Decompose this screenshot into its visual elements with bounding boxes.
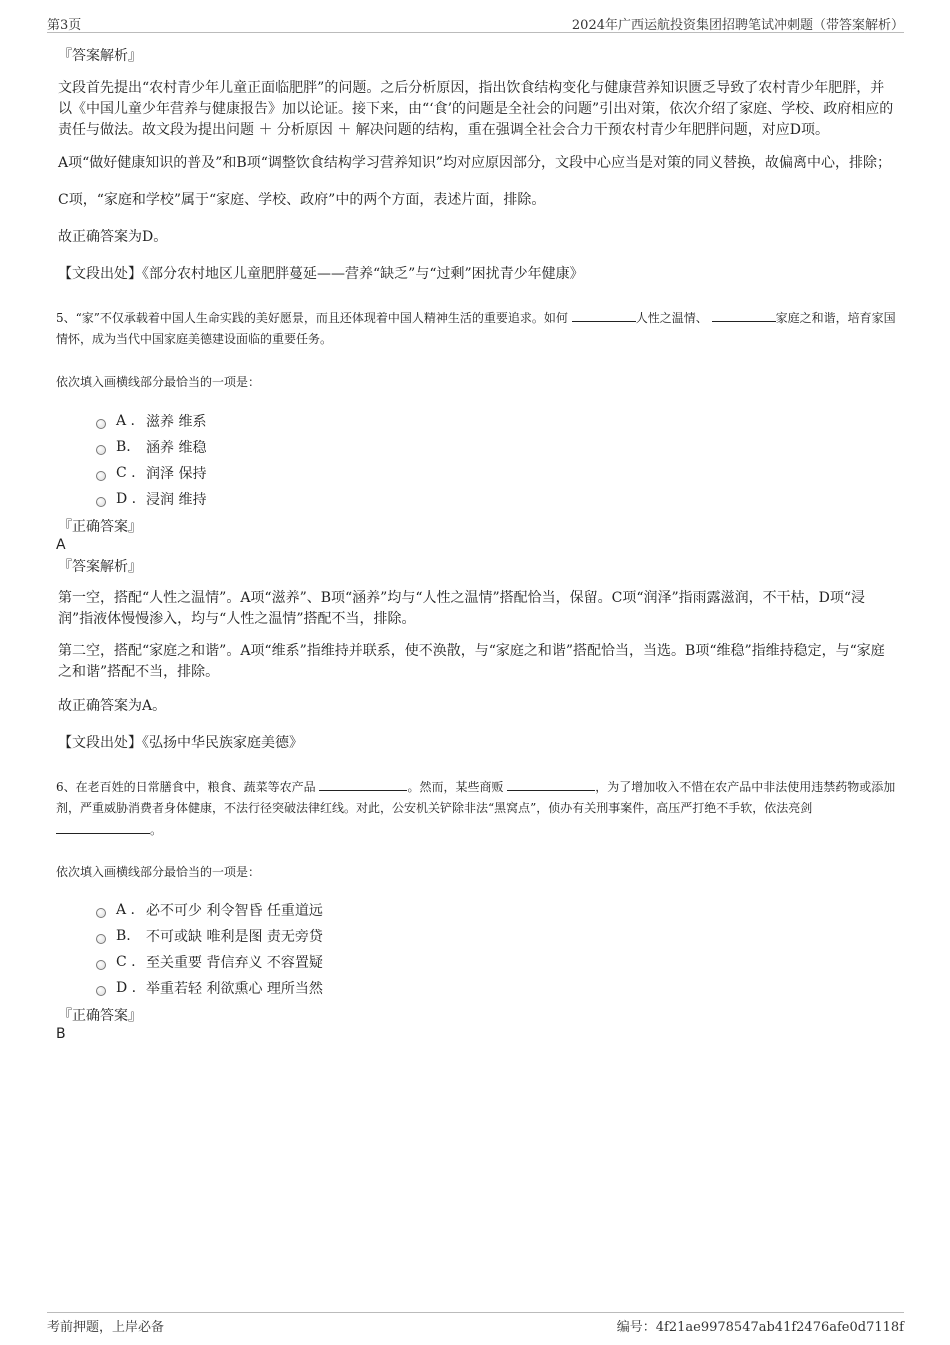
radio-button-icon[interactable] <box>96 497 106 507</box>
q4-analysis-label: 『答案解析』 <box>58 48 142 64</box>
q4-analysis-paragraph: 文段首先提出“农村青少年儿童正面临肥胖”的问题。之后分析原因，指出饮食结构变化与健康营养知识匮乏导致了农村青少年肥胖，并以《中国儿童少年营养与健康报告》加以论证。接下来，由“‘食’的问题是全社会的问题”引出对策，依次介绍了家庭、学校、政府相应的责任与做法。故文段为提出问题 ＋ 分析原因 ＋ 解决问题的结构，重在强调全社会合力干预农村青少年肥胖问题，对应D项。 <box>58 80 894 138</box>
q6-answer: B <box>56 1026 66 1042</box>
blank-line <box>572 307 636 322</box>
page-header <box>47 12 904 33</box>
q6-stem: 6、在老百姓的日常膳食中，粮食、蔬菜等农产品 。然而，某些商贩 ，为了增加收入不惜在农产品中非法使用违禁药物或添加剂，严重威胁消费者身体健康，不法行径突破法律红线。对此，公安机关铲除非法“黑窝点”，侦办有关刑事案件，高压严打绝不手软，依法亮剑 。 <box>56 776 898 841</box>
page-content <box>56 46 898 1043</box>
q5-analysis-label: 『答案解析』 <box>58 559 142 575</box>
radio-button-icon[interactable] <box>96 445 106 455</box>
document-title: 2024年广西运航投资集团招聘笔试冲刺题（带答案解析） <box>571 18 904 33</box>
q4-source: 【文段出处】《部分农村地区儿童肥胖蔓延——营养“缺乏”与“过剩”困扰青少年健康》 <box>58 266 584 282</box>
blank-line <box>319 776 407 791</box>
q5-answer-label: 『正确答案』 <box>58 519 142 535</box>
option-d[interactable]: D . 举重若轻 利欲熏心 理所当然 <box>96 975 898 1001</box>
q5-answer: A <box>56 537 66 553</box>
q5-analysis-paragraph: 故正确答案为A。 <box>58 698 167 714</box>
q5-options <box>96 408 898 512</box>
radio-button-icon[interactable] <box>96 419 106 429</box>
option-a[interactable]: A . 滋养 维系 <box>96 408 898 434</box>
q5-stem: 5、“家”不仅承载着中国人生命实践的美好愿景，而且还体现着中国人精神生活的重要追求。如何 人性之温情、 家庭之和谐，培育家国情怀，成为当代中国家庭美德建设面临的重要任务。 <box>56 307 898 350</box>
footer-slogan: 考前押题，上岸必备 <box>47 1320 165 1335</box>
q5-analysis-paragraph: 第一空，搭配“人性之温情”。A项“滋养”、B项“涵养”均与“人性之温情”搭配恰当，保留。C项“润泽”指雨露滋润，不干枯，D项“浸润”指液体慢慢渗入，均与“人性之温情”搭配不当，排除。 <box>58 590 866 627</box>
document-id: 编号：4f21ae9978547ab41f2476afe0d7118f <box>616 1320 904 1335</box>
option-a[interactable]: A . 必不可少 利令智昏 任重道远 <box>96 897 898 923</box>
q4-analysis-paragraph: A项“做好健康知识的普及”和B项“调整饮食结构学习营养知识”均对应原因部分，文段中心应当是对策的同义替换，故偏离中心，排除； <box>58 155 892 171</box>
q4-analysis-paragraph: 故正确答案为D。 <box>58 229 168 245</box>
option-c[interactable]: C . 润泽 保持 <box>96 460 898 486</box>
page-number: 第3页 <box>47 18 82 33</box>
q6-answer-label: 『正确答案』 <box>58 1008 142 1024</box>
q6-prompt: 依次填入画横线部分最恰当的一项是： <box>56 865 261 879</box>
q5-analysis-paragraph: 第二空，搭配“家庭之和谐”。A项“维系”指维持并联系，使不涣散，与“家庭之和谐”搭配恰当，当选。B项“维稳”指维持稳定，与“家庭之和谐”搭配不当，排除。 <box>58 643 885 680</box>
option-b[interactable]: B. 涵养 维稳 <box>96 434 898 460</box>
q5-prompt: 依次填入画横线部分最恰当的一项是： <box>56 375 261 389</box>
radio-button-icon[interactable] <box>96 934 106 944</box>
q6-options <box>96 897 898 1001</box>
radio-button-icon[interactable] <box>96 986 106 996</box>
radio-button-icon[interactable] <box>96 908 106 918</box>
radio-button-icon[interactable] <box>96 471 106 481</box>
q5-source: 【文段出处】《弘扬中华民族家庭美德》 <box>58 735 303 751</box>
option-d[interactable]: D . 浸润 维持 <box>96 486 898 512</box>
option-b[interactable]: B. 不可或缺 唯利是图 责无旁贷 <box>96 923 898 949</box>
option-c[interactable]: C . 至关重要 背信弃义 不容置疑 <box>96 949 898 975</box>
blank-line <box>507 776 595 791</box>
blank-line <box>712 307 776 322</box>
page-footer <box>47 1312 904 1334</box>
radio-button-icon[interactable] <box>96 960 106 970</box>
blank-line <box>56 819 150 834</box>
q4-analysis-paragraph: C项，“家庭和学校”属于“家庭、学校、政府”中的两个方面，表述片面，排除。 <box>58 192 546 208</box>
